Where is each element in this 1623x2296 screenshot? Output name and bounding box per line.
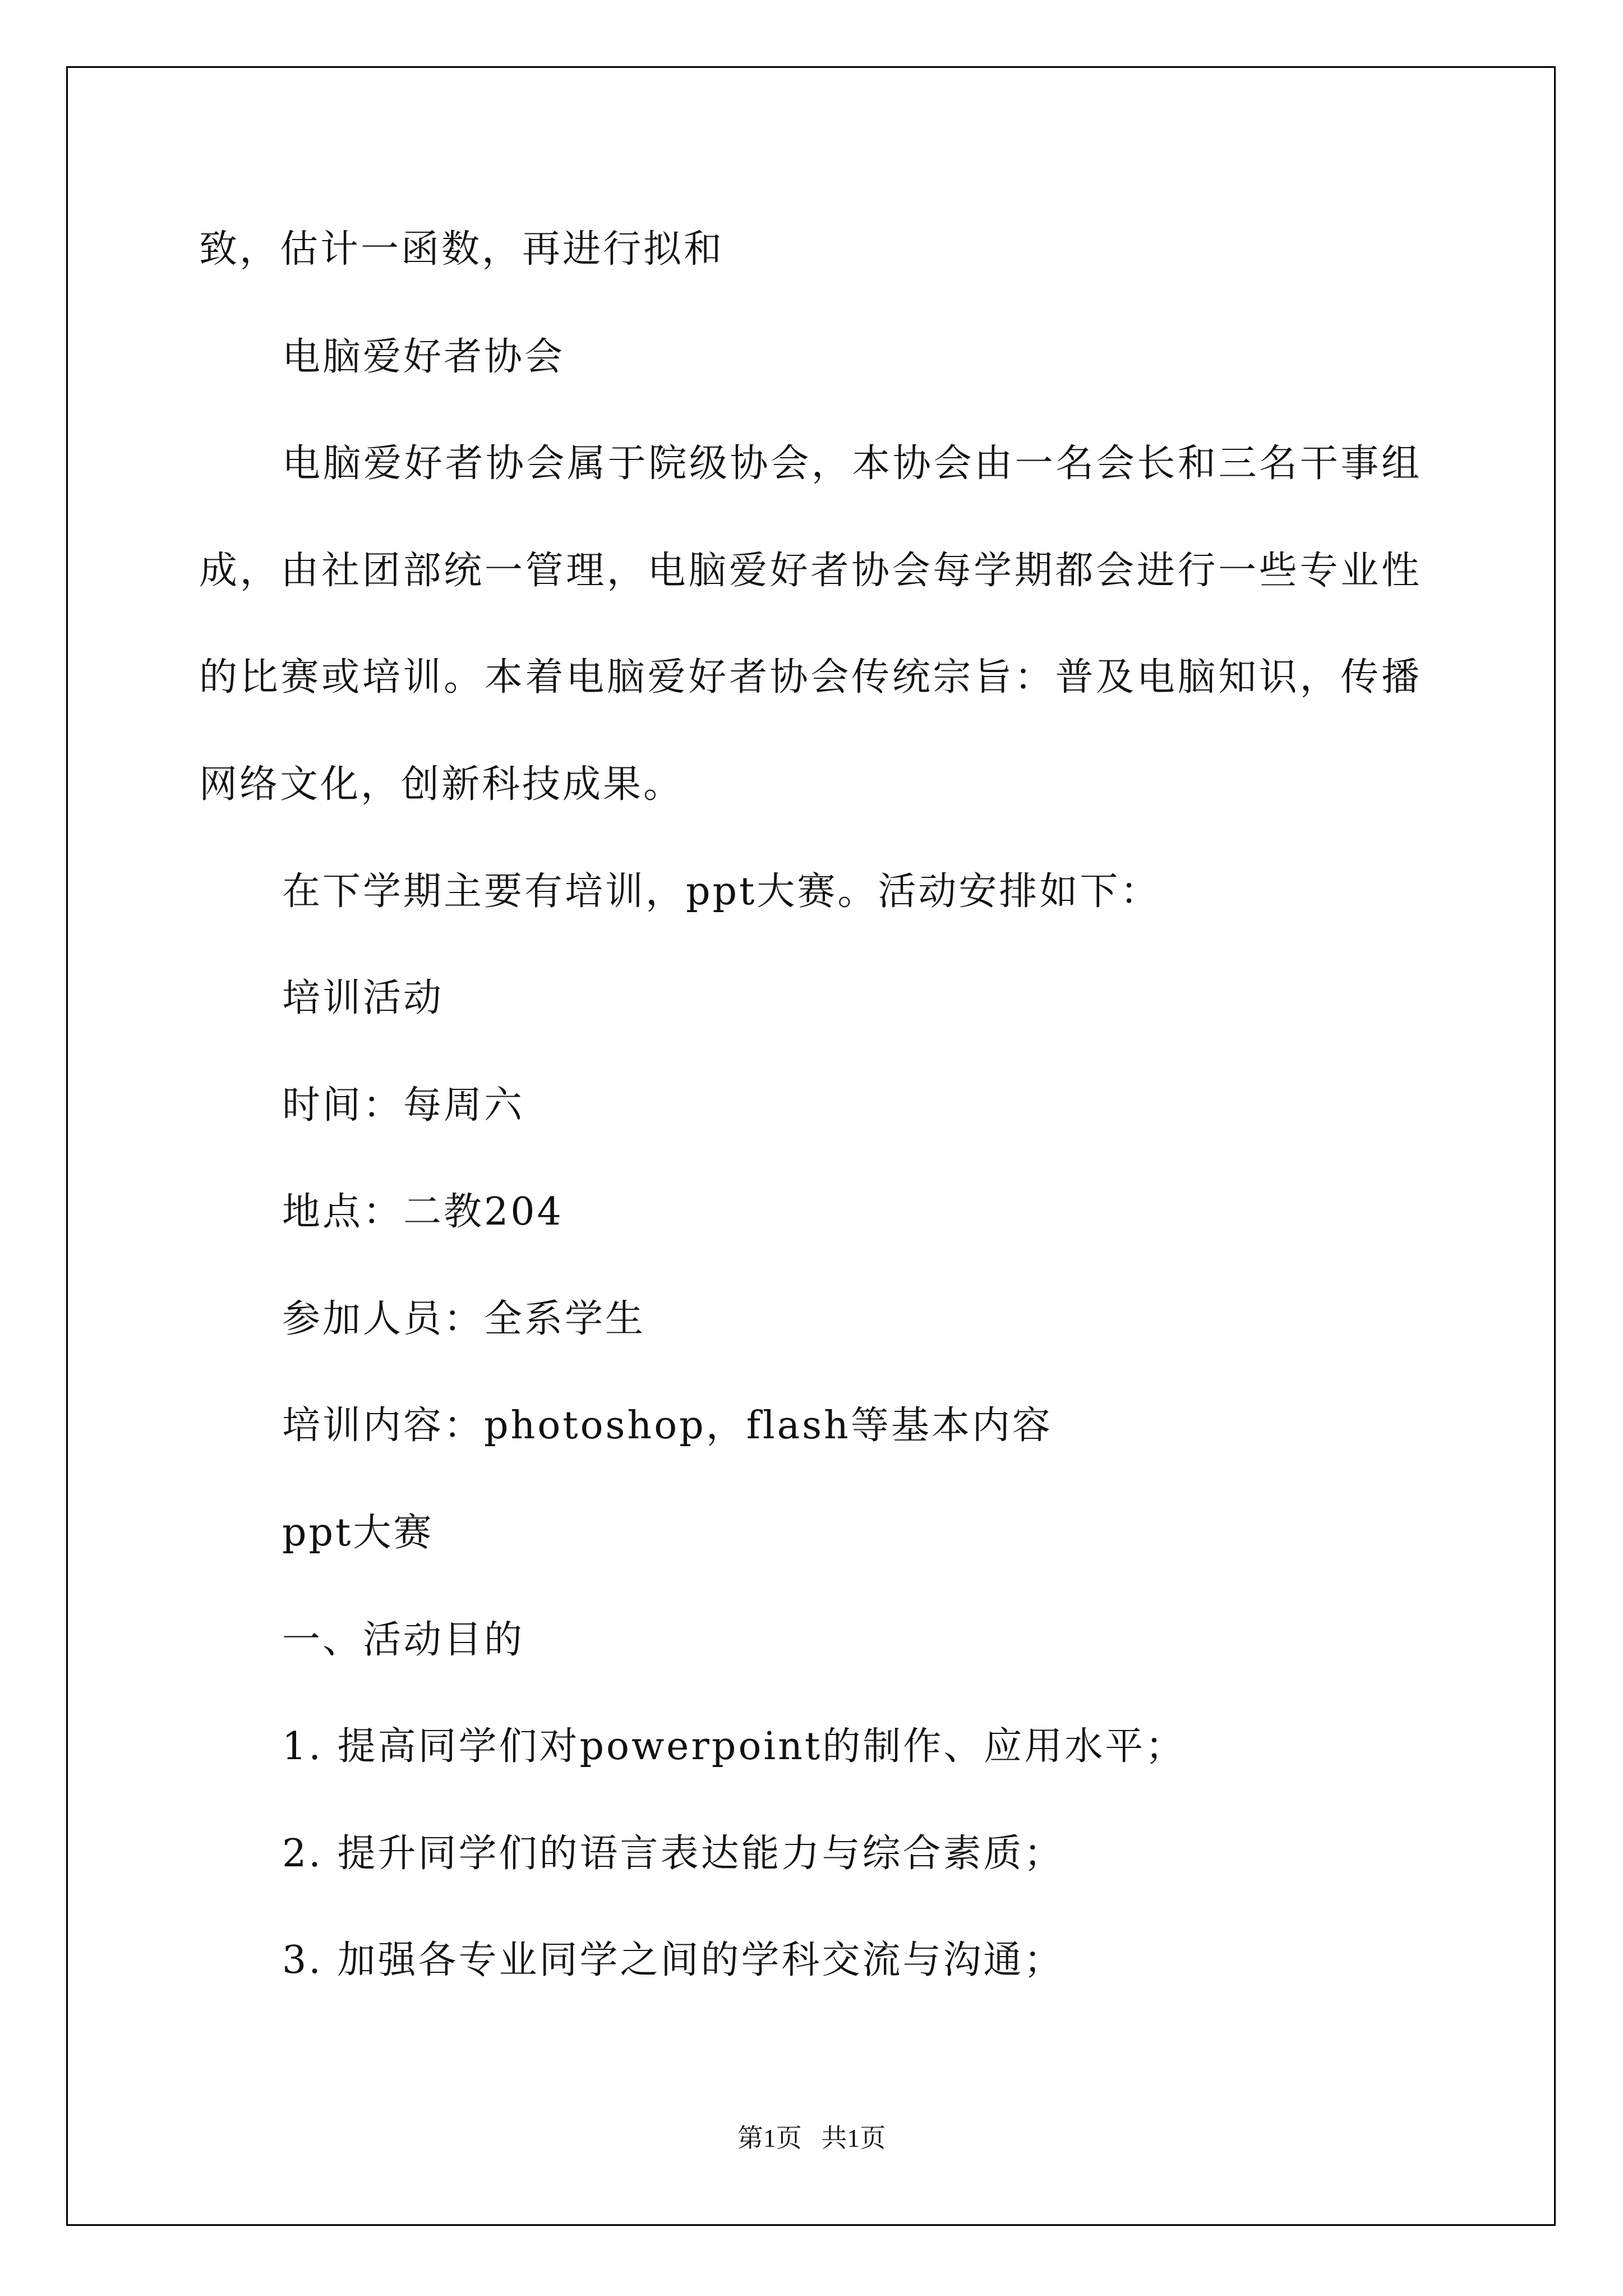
- training-participants: 参加人员：全系学生: [282, 1297, 646, 1341]
- section-heading-purpose: 一、活动目的: [282, 1618, 525, 1662]
- paragraph-line: 的比赛或培训。本着电脑爱好者协会传统宗旨：普及电脑知识，传播: [199, 655, 1422, 700]
- page-border: [66, 66, 1556, 2226]
- page-number-footer: 第1页 共1页: [737, 2124, 886, 2152]
- paragraph-line: 网络文化，创新科技成果。: [199, 762, 684, 807]
- training-time: 时间：每周六: [282, 1083, 525, 1128]
- training-location: 地点：二教204: [282, 1190, 564, 1234]
- section-heading-computer-club: 电脑爱好者协会: [282, 335, 565, 379]
- paragraph-line: 在下学期主要有培训，ppt大赛。活动安排如下：: [282, 869, 1161, 914]
- training-content: 培训内容：photoshop，flash等基本内容: [282, 1404, 1053, 1448]
- subheading-training: 培训活动: [282, 976, 444, 1020]
- subheading-ppt-contest: ppt大赛: [282, 1511, 434, 1555]
- list-item: 3. 加强各专业同学之间的学科交流与沟通；: [282, 1938, 1064, 1982]
- list-item: 1. 提高同学们对powerpoint的制作、应用水平；: [282, 1724, 1186, 1769]
- list-item: 2. 提升同学们的语言表达能力与综合素质；: [282, 1832, 1064, 1876]
- paragraph-line: 成，由社团部统一管理，电脑爱好者协会每学期都会进行一些专业性: [199, 549, 1422, 593]
- paragraph-continuation: 致，估计一函数，再进行拟和: [199, 227, 725, 272]
- paragraph-line: 电脑爱好者协会属于院级协会，本协会由一名会长和三名干事组: [282, 441, 1422, 486]
